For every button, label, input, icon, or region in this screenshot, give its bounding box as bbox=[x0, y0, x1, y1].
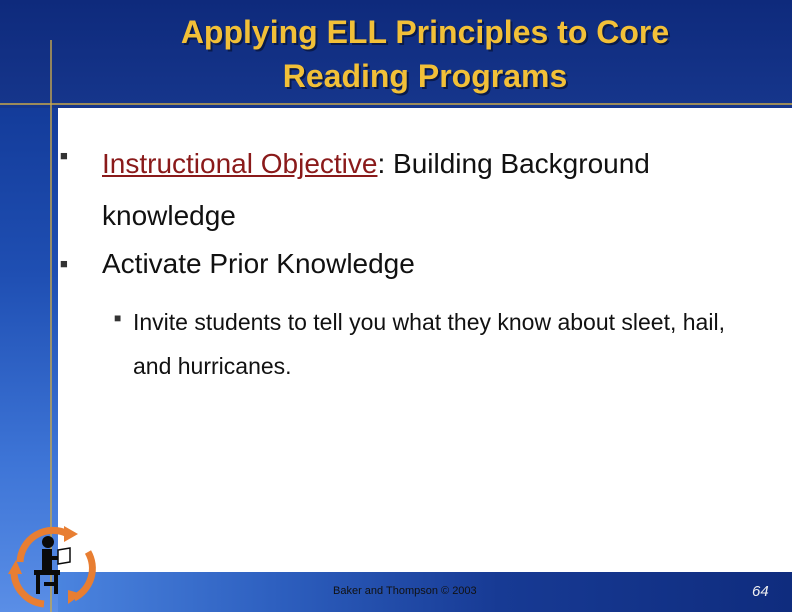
square-bullet-icon: ■ bbox=[60, 256, 68, 271]
bullet-instructional-objective bbox=[102, 138, 762, 242]
footer-credit: Baker and Thompson © 2003 bbox=[333, 585, 477, 597]
page-number: 64 bbox=[752, 583, 769, 600]
title-line-2: Reading Programs bbox=[282, 58, 568, 94]
bullet-activate-prior-knowledge: Activate Prior Knowledge bbox=[102, 248, 415, 279]
slide-title bbox=[58, 10, 792, 98]
square-bullet-icon: ■ bbox=[60, 148, 68, 163]
objective-text: : Building Background knowledge bbox=[102, 148, 650, 231]
horizontal-guide-line bbox=[0, 103, 792, 105]
slide-content bbox=[58, 108, 792, 572]
objective-link[interactable]: Instructional Objective bbox=[102, 148, 378, 179]
sub-bullet-invite-students: Invite students to tell you what they know about sleet, hail, and hurricanes. bbox=[133, 309, 725, 379]
reading-figure-cycle-icon bbox=[4, 522, 102, 608]
square-bullet-icon: ■ bbox=[114, 311, 122, 325]
title-line-1: Applying ELL Principles to Core bbox=[180, 14, 670, 50]
